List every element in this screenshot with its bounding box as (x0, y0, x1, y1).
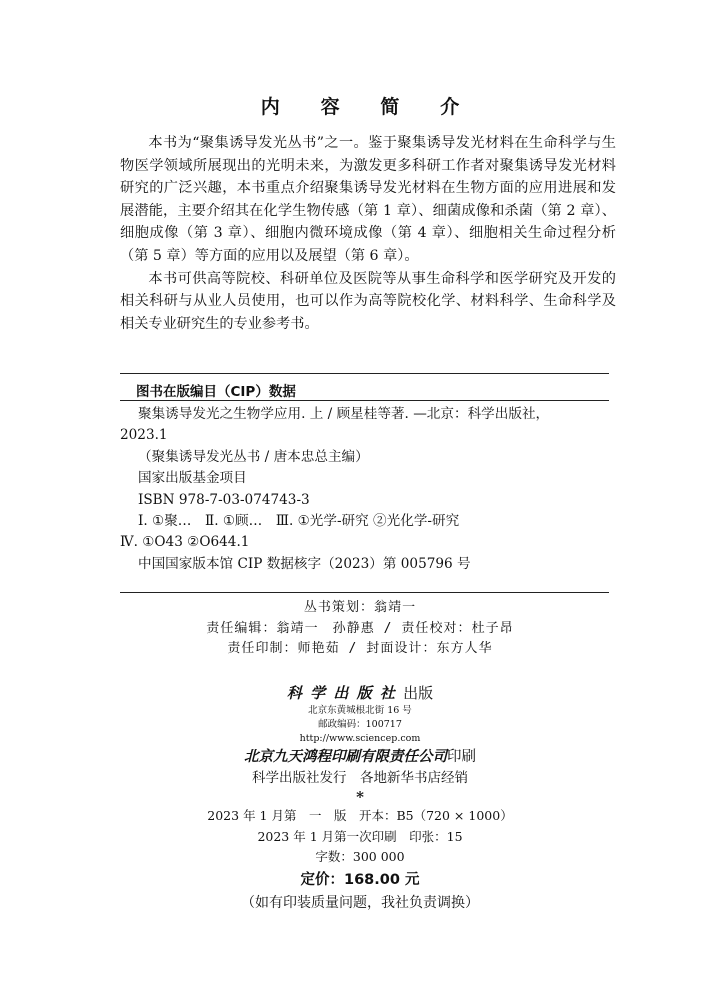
cip-heading-divider (120, 400, 609, 401)
cip-line: ISBN 978-7-03-074743-3 (138, 491, 310, 508)
spec-line: 2023 年 1 月第一次印刷 印张：15 (257, 828, 463, 844)
printer-suffix: 印刷 (447, 749, 476, 766)
printer-line (0, 746, 720, 768)
cip-line: 中国国家版本馆 CIP 数据核字（2023）第 005796 号 (138, 555, 471, 572)
intro-paragraph-2: 本书可供高等院校、科研单位及医院等从事生命科学和医学研究及开发的相关科研与从业人员使用，也可以作为高等院校化学、材料科学、生命科学及相关专业研究生的专业参考书。 (120, 270, 616, 332)
publisher-website: http://www.sciencep.com (299, 732, 421, 744)
price: 定价：168.00 元 (300, 871, 420, 888)
credit-line: 责任印制：师艳茹 / 封面设计：东方人华 (227, 641, 493, 656)
separator-star: * (356, 788, 364, 807)
distribution-line: 科学出版社发行 各地新华书店经销 (252, 770, 468, 787)
cip-line: （聚集诱导发光丛书 / 唐本忠总主编） (138, 448, 369, 465)
publisher-suffix: 出版 (403, 684, 434, 702)
page-title: 内 容 简 介 (260, 96, 477, 118)
publisher-address: 北京东黄城根北街 16 号 (308, 705, 412, 716)
edition-specs (0, 806, 720, 914)
cip-line: 国家出版基金项目 (138, 470, 247, 487)
editorial-credits (0, 598, 720, 660)
cip-line: 2023.1 (120, 427, 168, 444)
intro-paragraph-1: 本书为“聚集诱导发光丛书”之一。鉴于聚集诱导发光材料在生命科学与生物医学领域所展现出的光明未来，为激发更多科研工作者对聚集诱导发光材料研究的广泛兴趣，本书重点介绍聚集诱导发光材料在生物方面的应用进展和发展潜能，主要介绍其在化学生物传感（第 1 章）、细菌成像和杀菌（第 2 章）、细胞成像（第 3 章）、细胞内微环境成像（第 4 章）、细胞相关生命过程分析（第 5 章）等方面的应用以及展望（第 6 章）。 (120, 135, 616, 264)
cip-data-block (120, 404, 610, 575)
quality-note: （如有印装质量问题，我社负责调换） (241, 894, 479, 911)
publisher-block (0, 682, 720, 805)
publisher-logo-text: 科学出版社 (286, 684, 404, 702)
cip-line: 聚集诱导发光之生物学应用. 上 / 顾星桂等著. —北京：科学出版社， (138, 406, 550, 422)
cip-heading: 图书在版编目（CIP）数据 (136, 384, 296, 400)
publisher-line (0, 682, 720, 704)
cip-line: Ⅰ. ①聚… Ⅱ. ①顾… Ⅲ. ①光学-研究 ②光化学-研究 (138, 513, 460, 530)
cip-line: Ⅳ. ①O43 ②O644.1 (120, 534, 250, 551)
printer-name: 北京九天鸿程印刷有限责任公司 (244, 748, 447, 766)
publisher-postcode: 邮政编码：100717 (318, 718, 402, 730)
credit-line: 责任编辑：翁靖一 孙静惠 / 责任校对：杜子昂 (206, 620, 514, 636)
spec-line: 2023 年 1 月第 一 版 开本：B5（720 × 1000） (207, 808, 513, 823)
book-introduction (120, 132, 616, 335)
credit-line: 丛书策划：翁靖一 (303, 600, 417, 615)
cip-top-divider (120, 373, 609, 374)
cip-bottom-divider (120, 592, 609, 593)
spec-line: 字数：300 000 (315, 849, 405, 864)
